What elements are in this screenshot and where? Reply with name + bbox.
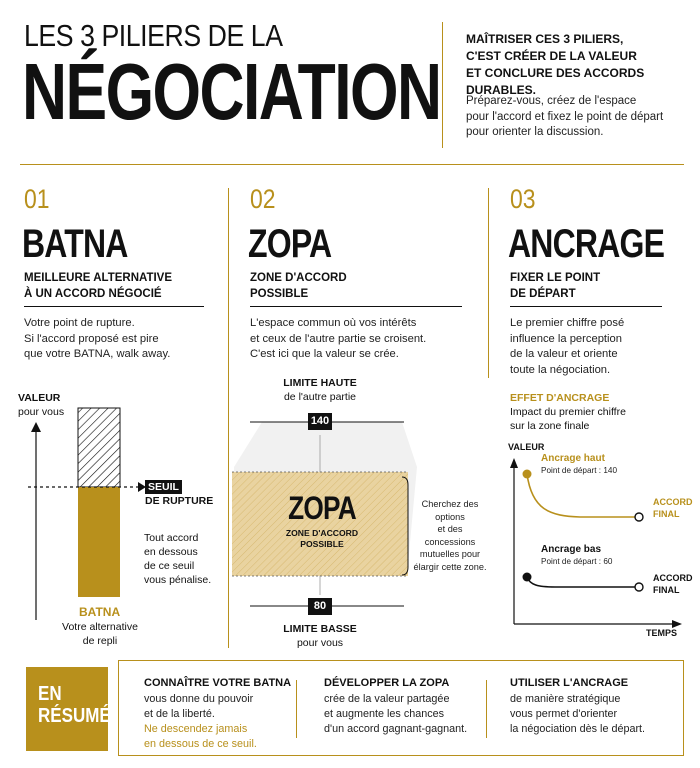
- anchor-final-high-line: FINAL: [653, 509, 680, 519]
- pillar-title-ancrage: ANCRAGE: [508, 222, 665, 266]
- batna-note-line: vous pénalise.: [144, 574, 212, 586]
- pillar-subtitle: [24, 270, 172, 302]
- pillar-rule: [250, 306, 462, 307]
- anchor-low-final-point: [635, 583, 643, 591]
- summary-item-title: CONNAÎTRE VOTRE BATNA: [144, 677, 292, 689]
- summary-item-zopa: [324, 677, 484, 737]
- header-rule: [20, 164, 684, 165]
- pillar-text-line: Votre point de rupture.: [24, 317, 135, 329]
- anchor-effect-title: EFFET D'ANCRAGE: [510, 392, 610, 404]
- pillar-text: [24, 316, 170, 363]
- intro-text-line: pour l'accord et fixez le point de départ: [466, 110, 664, 123]
- summary-divider: [296, 680, 297, 738]
- anchor-x-label: TEMPS: [646, 628, 678, 638]
- pillar-text-line: influence la perception: [510, 332, 622, 345]
- pillar-subtitle-line: POSSIBLE: [250, 288, 309, 300]
- summary-tag: [26, 667, 111, 751]
- summary-item-ancrage: [510, 677, 680, 737]
- pillar-number: 02: [250, 184, 276, 214]
- summary-tag-line: EN: [38, 683, 62, 705]
- summary-item-text-line: vous donne du pouvoir: [144, 693, 254, 705]
- summary-tag-line: RÉSUMÉ: [38, 705, 111, 727]
- anchor-y-axis-arrow: [510, 458, 518, 468]
- zopa-bottom-sub: pour vous: [296, 637, 344, 649]
- summary-item-highlight-line: Ne descendez jamais: [144, 723, 248, 735]
- batna-threshold-tag: SEUIL: [145, 480, 182, 494]
- pillar-text-line: que votre BATNA, walk away.: [24, 348, 171, 360]
- header-divider: [442, 22, 443, 148]
- intro-text: [466, 94, 696, 141]
- summary-item-text-line: de manière stratégique: [510, 693, 621, 705]
- anchor-low-label: Ancrage bas: [541, 544, 602, 555]
- anchor-low-start-point: [523, 573, 532, 582]
- pillar-subtitle: [250, 270, 347, 302]
- page-title-small: LES 3 PILIERS DE LA: [24, 18, 283, 53]
- intro-headline-line: MAÎTRISER CES 3 PILIERS,: [466, 32, 624, 46]
- zopa-side-note-line: élargir cette zone.: [413, 561, 487, 572]
- summary-item-text: [144, 692, 294, 752]
- summary-divider: [486, 680, 487, 738]
- zopa-bottom-value: 80: [308, 598, 332, 615]
- intro-headline: [466, 31, 696, 99]
- pillar-text-line: toute la négociation.: [510, 363, 611, 376]
- zopa-top-label: LIMITE HAUTE: [283, 377, 357, 389]
- pillar-title-batna: BATNA: [22, 222, 128, 266]
- zopa-top-value: 140: [308, 413, 332, 430]
- batna-bar: [78, 487, 120, 597]
- pillar-subtitle-line: MEILLEURE ALTERNATIVE: [24, 272, 173, 284]
- pillar-text-line: L'espace commun où vos intérêts: [250, 317, 417, 329]
- anchor-final-low-line: ACCORD: [653, 573, 693, 583]
- zopa-center-sub-line: ZONE D'ACCORD: [285, 528, 359, 538]
- summary-item-text: [324, 692, 484, 737]
- summary-item-text-line: vous permet d'orienter: [510, 708, 618, 720]
- summary-item-batna: [144, 677, 294, 752]
- batna-axis-sub: pour vous: [18, 406, 65, 418]
- zopa-bottom-label: LIMITE BASSE: [283, 623, 357, 635]
- anchor-final-low: [653, 572, 693, 596]
- summary-item-text: [510, 692, 680, 737]
- intro-headline-line: ET CONCLURE DES ACCORDS DURABLES.: [466, 66, 645, 97]
- batna-bar-sub: [60, 620, 140, 648]
- batna-note-line: de ce seuil: [144, 560, 195, 572]
- summary-item-highlight-line: en dessous de ce seuil.: [144, 738, 257, 750]
- pillar-number: 03: [510, 184, 536, 214]
- pillar-text-line: Le premier chiffre posé: [510, 317, 625, 329]
- column-divider: [488, 188, 489, 378]
- zopa-center-title: ZOPA: [288, 490, 356, 526]
- anchor-high-start-point: [523, 470, 532, 479]
- batna-bar-label: BATNA: [79, 605, 121, 619]
- summary-item-title: UTILISER L'ANCRAGE: [510, 677, 629, 689]
- summary-item-text-line: d'un accord gagnant-gagnant.: [324, 723, 468, 735]
- intro-text-line: Préparez-vous, créez de l'espace: [466, 95, 637, 107]
- intro-headline-line: C'EST CRÉER DE LA VALEUR: [466, 49, 637, 63]
- pillar-subtitle-line: FIXER LE POINT: [510, 272, 601, 284]
- batna-bar-sub-line: de repli: [82, 635, 118, 647]
- anchor-effect-line: Impact du premier chiffre: [510, 406, 626, 418]
- summary-item-text-line: et augmente les chances: [324, 708, 445, 720]
- zopa-center-sub: [272, 528, 372, 550]
- batna-axis-label: VALEUR: [18, 392, 61, 404]
- intro-text-line: pour orienter la discussion.: [466, 126, 604, 138]
- anchor-low-curve: [527, 577, 639, 587]
- pillar-rule: [510, 306, 662, 307]
- batna-bar-sub-line: Votre alternative: [62, 621, 138, 633]
- batna-threshold-label: DE RUPTURE: [145, 495, 214, 507]
- pillar-title-zopa: ZOPA: [248, 222, 332, 266]
- zopa-center-sub-line: POSSIBLE: [300, 539, 344, 549]
- pillar-number: 01: [24, 184, 50, 214]
- zopa-side-note-line: Cherchez des options: [421, 499, 479, 522]
- anchor-final-low-line: FINAL: [653, 585, 680, 595]
- pillar-subtitle-line: À UN ACCORD NÉGOCIÉ: [24, 288, 162, 300]
- zopa-side-note-line: et des concessions: [424, 524, 476, 547]
- pillar-subtitle-line: ZONE D'ACCORD: [250, 272, 347, 284]
- batna-y-axis-arrow: [31, 422, 41, 432]
- anchor-x-axis-arrow: [672, 620, 682, 628]
- anchor-effect-line: sur la zone finale: [510, 420, 590, 432]
- pillar-text-line: Si l'accord proposé est pire: [24, 332, 159, 345]
- zopa-side-note: [412, 498, 488, 573]
- pillar-subtitle-line: DE DÉPART: [510, 288, 576, 300]
- batna-hatched-bar: [78, 408, 120, 487]
- page-title: NÉGOCIATION: [22, 47, 441, 136]
- pillar-text-line: de la valeur et oriente: [510, 348, 618, 360]
- zopa-side-note-line: mutuelles pour: [419, 549, 481, 559]
- anchor-high-curve: [527, 474, 639, 517]
- anchor-high-sub: Point de départ : 140: [541, 466, 618, 475]
- summary-item-text-line: la négociation dès le départ.: [510, 723, 646, 735]
- anchor-high-label: Ancrage haut: [541, 453, 605, 464]
- pillar-text-line: et ceux de l'autre partie se croisent.: [250, 332, 427, 345]
- anchor-low-sub: Point de départ : 60: [541, 557, 613, 566]
- batna-note: [144, 531, 211, 587]
- anchor-final-high: [653, 496, 693, 520]
- pillar-rule: [24, 306, 204, 307]
- summary-item-text-line: et de la liberté.: [144, 708, 215, 720]
- pillar-subtitle: [510, 270, 600, 302]
- pillar-text: [510, 316, 624, 378]
- pillar-text-line: C'est ici que la valeur se crée.: [250, 348, 399, 360]
- summary-item-title: DÉVELOPPER LA ZOPA: [324, 677, 450, 689]
- anchor-final-high-line: ACCORD: [653, 497, 693, 507]
- summary-item-text-line: crée de la valeur partagée: [324, 693, 450, 705]
- batna-note-line: Tout accord: [144, 532, 199, 544]
- anchor-high-final-point: [635, 513, 643, 521]
- zopa-top-sub: de l'autre partie: [283, 391, 357, 403]
- batna-note-line: en dessous: [144, 546, 198, 558]
- anchor-effect-text: [510, 405, 626, 433]
- pillar-text: [250, 316, 426, 363]
- anchor-y-label: VALEUR: [508, 442, 545, 452]
